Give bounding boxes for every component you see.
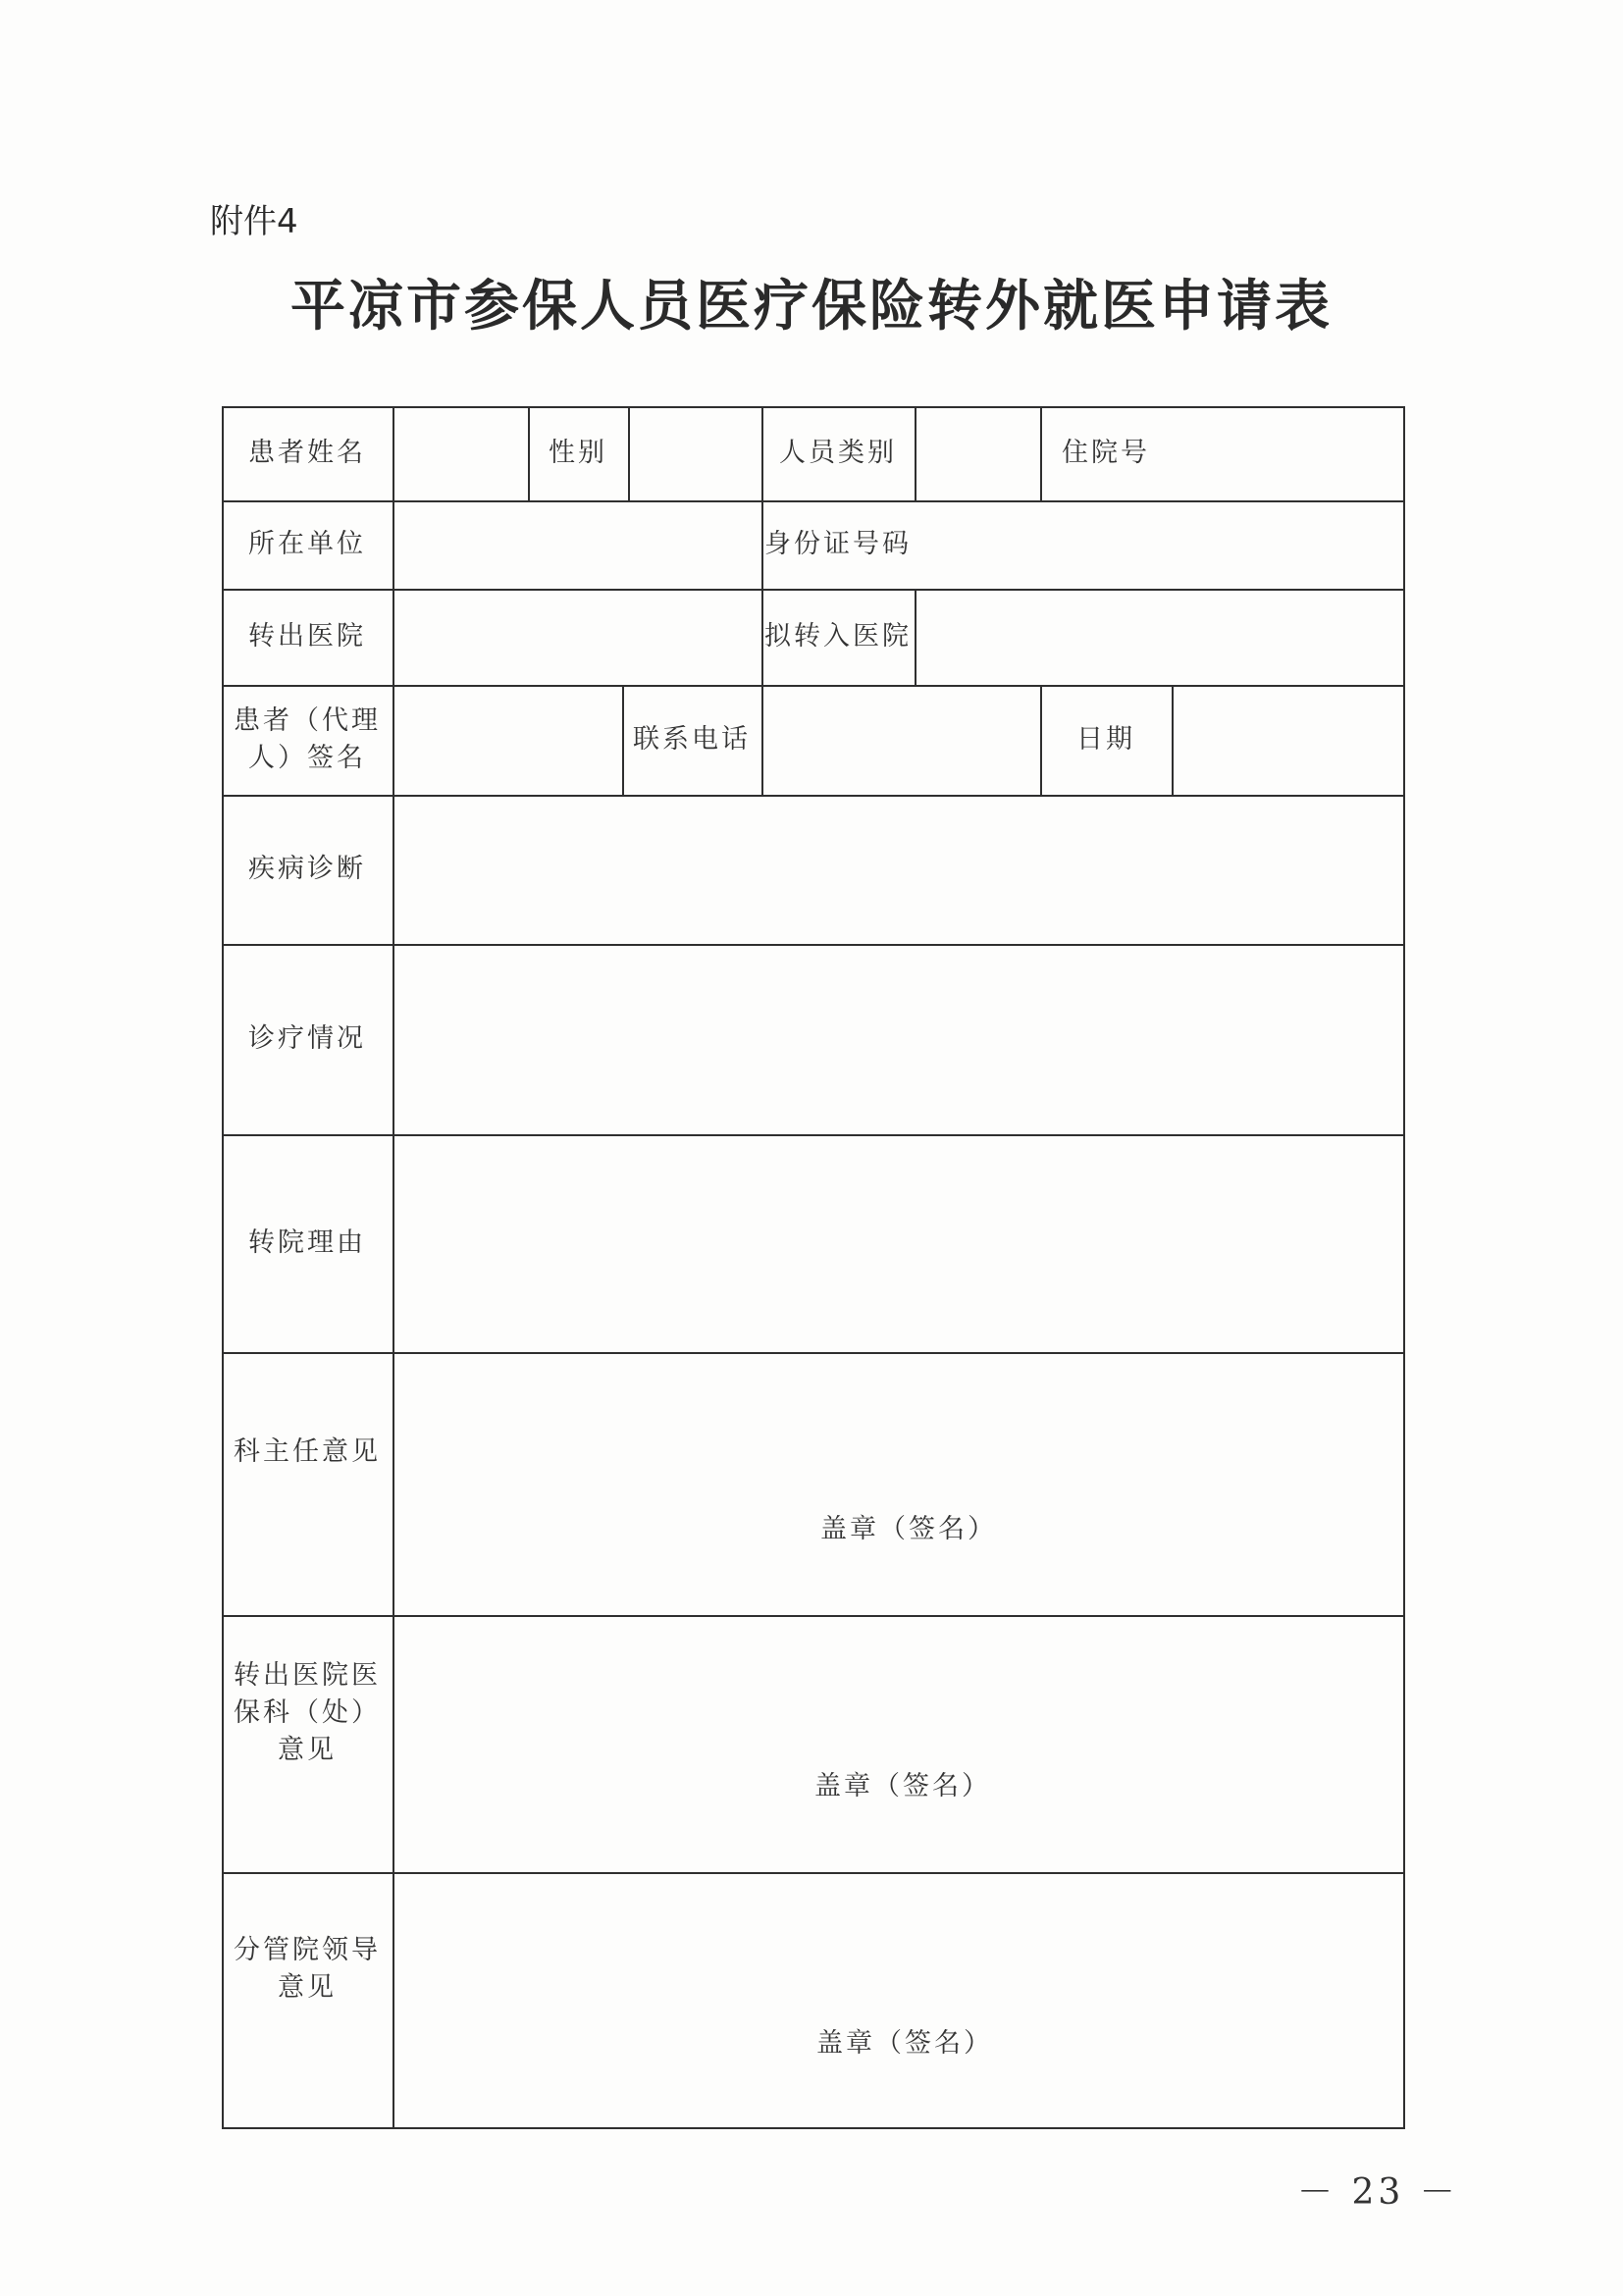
diagnosis-field[interactable]: [394, 797, 1403, 944]
date-label: 日期: [1076, 724, 1135, 755]
insurance-office-seal-label: 盖章（签名）: [814, 1771, 991, 1801]
hospital-leader-opinion-field[interactable]: [394, 1874, 1403, 2127]
hospital-leader-label-line1: 分管院领导: [234, 1935, 381, 1965]
dept-director-opinion-field[interactable]: [394, 1354, 1403, 1615]
work-unit-field[interactable]: [394, 502, 761, 589]
attachment-label: 附件4: [210, 202, 298, 241]
transfer-reason-field[interactable]: [394, 1136, 1403, 1352]
page-number: － 23 －: [1297, 2172, 1459, 2213]
person-category-label: 人员类别: [779, 438, 897, 468]
insurance-office-label-line1: 转出医院医: [234, 1660, 381, 1691]
admission-no-field[interactable]: [1172, 408, 1403, 500]
id-number-field[interactable]: [916, 502, 1403, 589]
patient-signature-field[interactable]: [394, 687, 622, 795]
application-form-table: [222, 406, 1405, 2143]
proposed-hospital-label: 拟转入医院: [764, 621, 912, 652]
insurance-office-opinion-label: [222, 1615, 393, 1811]
patient-signature-label: [222, 685, 393, 795]
insurance-office-label-line3: 意见: [278, 1735, 337, 1765]
patient-name-field[interactable]: [394, 408, 528, 500]
treatment-field[interactable]: [394, 946, 1403, 1134]
gender-field[interactable]: [630, 408, 761, 500]
work-unit-label: 所在单位: [248, 529, 366, 559]
hospital-leader-label-line2: 意见: [278, 1972, 337, 2003]
table-border-right: [1403, 406, 1405, 2129]
dept-director-opinion-label: 科主任意见: [234, 1436, 381, 1467]
person-category-field[interactable]: [916, 408, 1040, 500]
transfer-reason-label: 转院理由: [248, 1227, 366, 1258]
patient-signature-label-line2: 人）签名: [248, 743, 366, 773]
phone-label: 联系电话: [633, 724, 751, 755]
hospital-leader-opinion-label: [222, 1872, 393, 2066]
page-title: 平凉市参保人员医疗保险转外就医申请表: [290, 274, 1333, 339]
gender-label: 性别: [549, 438, 607, 468]
id-number-label: 身份证号码: [764, 529, 912, 559]
transfer-out-hospital-label: 转出医院: [248, 621, 366, 652]
admission-no-label: 住院号: [1062, 438, 1150, 468]
hospital-leader-seal-label: 盖章（签名）: [816, 2028, 993, 2059]
patient-name-label: 患者姓名: [248, 438, 366, 468]
dept-director-seal-label: 盖章（签名）: [820, 1514, 997, 1544]
date-field[interactable]: [1174, 687, 1403, 795]
diagnosis-label: 疾病诊断: [248, 854, 366, 884]
proposed-hospital-field[interactable]: [916, 591, 1403, 685]
patient-signature-label-line1: 患者（代理: [234, 705, 381, 736]
table-border-bottom: [222, 2127, 1405, 2129]
insurance-office-opinion-field[interactable]: [394, 1617, 1403, 1872]
insurance-office-label-line2: 保科（处）: [234, 1697, 381, 1728]
phone-field[interactable]: [763, 687, 1040, 795]
treatment-label: 诊疗情况: [248, 1023, 366, 1054]
transfer-out-hospital-field[interactable]: [394, 591, 761, 685]
